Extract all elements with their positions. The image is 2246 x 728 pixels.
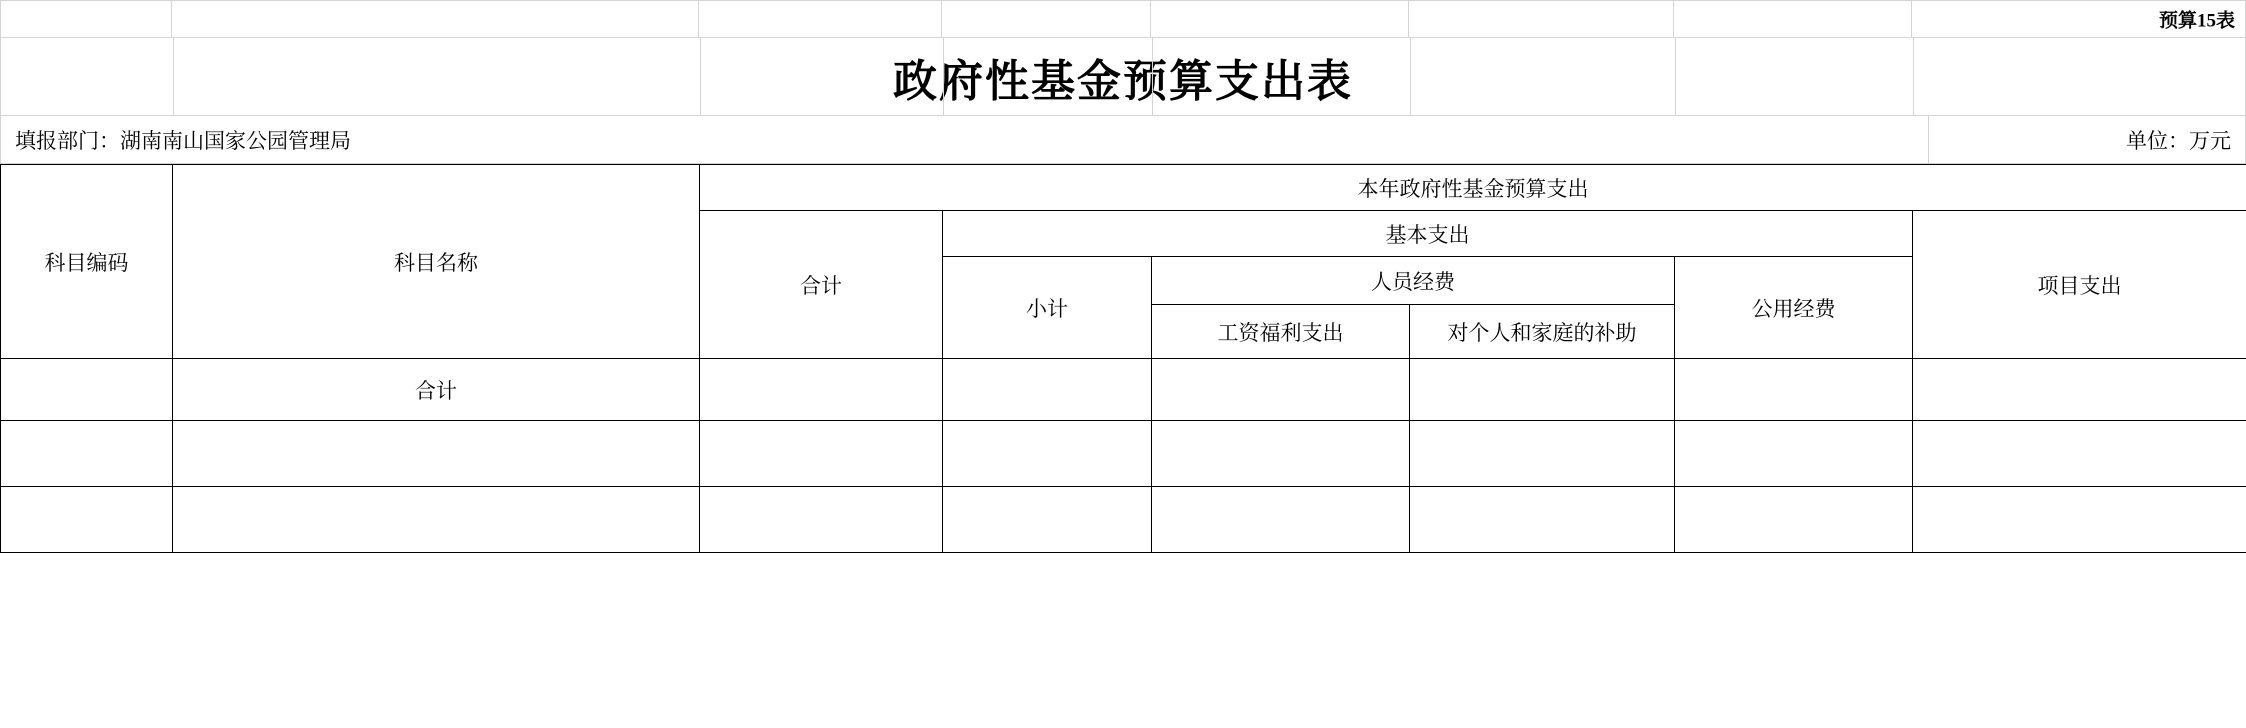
- cell-code[interactable]: [1, 487, 173, 553]
- header-salary-welfare: 工资福利支出: [1152, 305, 1410, 359]
- grid-cell: [1674, 1, 1912, 37]
- cell-name[interactable]: [173, 421, 700, 487]
- grid-cell: [1151, 1, 1409, 37]
- header-year-group: 本年政府性基金预算支出: [700, 165, 2246, 211]
- budget-table: [0, 164, 2246, 553]
- header-subtotal: 小计: [943, 257, 1152, 359]
- header-project-expenditure: 项目支出: [1913, 211, 2246, 359]
- cell-salary-welfare[interactable]: [1152, 421, 1410, 487]
- cell-salary-welfare[interactable]: [1152, 359, 1410, 421]
- cell-public-funds[interactable]: [1675, 359, 1913, 421]
- header-individual-family-subsidy: 对个人和家庭的补助: [1410, 305, 1675, 359]
- cell-total[interactable]: [700, 421, 943, 487]
- cell-project[interactable]: [1913, 487, 2246, 553]
- cell-individual-family[interactable]: [1410, 487, 1675, 553]
- cell-subtotal[interactable]: [943, 487, 1152, 553]
- header-row-1: [1, 165, 2246, 211]
- grid-cell: [1409, 1, 1674, 37]
- cell-name[interactable]: [173, 487, 700, 553]
- header-basic-expenditure: 基本支出: [943, 211, 1913, 257]
- header-name: 科目名称: [173, 165, 700, 359]
- cell-salary-welfare[interactable]: [1152, 487, 1410, 553]
- cell-code[interactable]: [1, 359, 173, 421]
- cell-code[interactable]: [1, 421, 173, 487]
- table-row: [1, 487, 2246, 553]
- cell-name[interactable]: 合计: [173, 359, 700, 421]
- title-band: [0, 38, 2246, 116]
- form-tag: 预算15表: [2158, 10, 2235, 32]
- cell-public-funds[interactable]: [1675, 421, 1913, 487]
- grid-cell: [172, 1, 699, 37]
- cell-total[interactable]: [700, 487, 943, 553]
- cell-project[interactable]: [1913, 359, 2246, 421]
- header-public-funds: 公用经费: [1675, 257, 1913, 359]
- cell-public-funds[interactable]: [1675, 487, 1913, 553]
- cell-individual-family[interactable]: [1410, 359, 1675, 421]
- grid-cell: [0, 1, 172, 37]
- table-row: [1, 359, 2246, 421]
- header-code: 科目编码: [1, 165, 173, 359]
- unit-label: 单位：万元: [1928, 116, 2245, 163]
- top-grid-strip: [0, 0, 2246, 38]
- department-label: 填报部门：湖南南山国家公园管理局: [15, 128, 351, 153]
- page-title: 政府性基金预算支出表: [893, 56, 1353, 106]
- header-personnel-funds: 人员经费: [1152, 257, 1675, 305]
- cell-project[interactable]: [1913, 421, 2246, 487]
- form-tag-cell: [1912, 1, 2246, 37]
- table-row: [1, 421, 2246, 487]
- cell-subtotal[interactable]: [943, 421, 1152, 487]
- header-total: 合计: [700, 211, 943, 359]
- cell-individual-family[interactable]: [1410, 421, 1675, 487]
- grid-cell: [699, 1, 942, 37]
- info-band: [0, 116, 2246, 164]
- cell-subtotal[interactable]: [943, 359, 1152, 421]
- grid-cell: [942, 1, 1151, 37]
- cell-total[interactable]: [700, 359, 943, 421]
